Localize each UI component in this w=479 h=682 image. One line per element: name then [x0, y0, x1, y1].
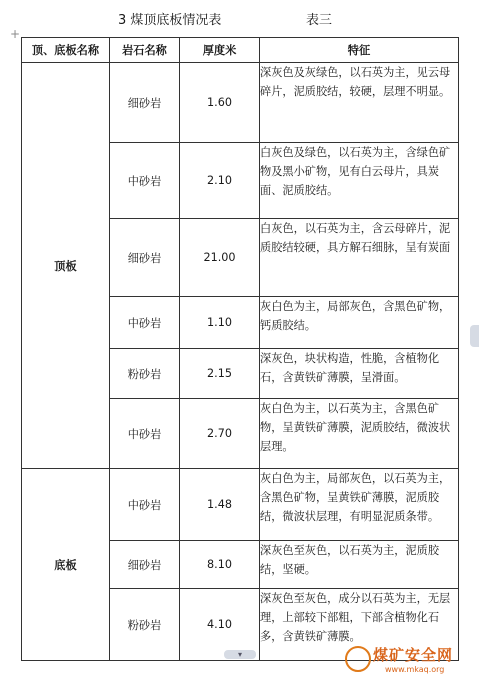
feature-cell: 深灰色至灰色，成分以石英为主，无层理，上部较下部粗，下部含植物化石多，含黄铁矿薄膜。	[260, 589, 459, 661]
feature-cell: 灰白色为主，以石英为主，含黑色矿物，呈黄铁矿薄膜，泥质胶结，微波状层理。	[260, 399, 459, 469]
thickness-cell: 4.10	[180, 589, 260, 661]
feature-cell: 深灰色及灰绿色，以石英为主，见云母碎片，泥质胶结，较硬，层理不明显。	[260, 63, 459, 143]
side-scroll-tab[interactable]	[470, 325, 479, 347]
watermark-url: www.mkaq.org	[385, 665, 445, 674]
group-label-floor: 底板	[22, 469, 110, 661]
rock-name-cell: 细砂岩	[110, 541, 180, 589]
thickness-cell: 1.48	[180, 469, 260, 541]
rock-name-cell: 中砂岩	[110, 297, 180, 349]
thickness-cell: 8.10	[180, 541, 260, 589]
site-watermark	[345, 644, 473, 678]
header-layer-name: 顶、底板名称	[22, 38, 110, 63]
roof-floor-table	[21, 37, 459, 661]
watermark-text: 煤矿安全网	[373, 646, 454, 664]
thickness-cell: 2.15	[180, 349, 260, 399]
table-title: 3 煤顶底板情况表	[118, 13, 222, 28]
table-row	[22, 63, 459, 143]
rock-name-cell: 中砂岩	[110, 143, 180, 219]
thickness-cell: 2.10	[180, 143, 260, 219]
thickness-cell: 21.00	[180, 219, 260, 297]
header-feature: 特征	[260, 38, 459, 63]
rock-name-cell: 粉砂岩	[110, 589, 180, 661]
feature-cell: 深灰色，块状构造，性脆，含植物化石，含黄铁矿薄膜，呈滑面。	[260, 349, 459, 399]
feature-cell: 灰白色为主，局部灰色，以石英为主，含黑色矿物，呈黄铁矿薄膜，泥质胶结，微波状层理，有明显泥质条带。	[260, 469, 459, 541]
page-corner-marker: +	[10, 27, 21, 41]
rock-name-cell: 细砂岩	[110, 219, 180, 297]
header-rock-name: 岩石名称	[110, 38, 180, 63]
feature-cell: 白灰色及绿色，以石英为主，含绿色矿物及黑小矿物，见有白云母片，具炭面、泥质胶结。	[260, 143, 459, 219]
feature-cell: 灰白色为主，局部灰色，含黑色矿物，钙质胶结。	[260, 297, 459, 349]
group-label-roof: 顶板	[22, 63, 110, 469]
rock-name-cell: 粉砂岩	[110, 349, 180, 399]
feature-cell: 白灰色，以石英为主，含云母碎片，泥质胶结较硬，具方解石细脉，呈有炭面	[260, 219, 459, 297]
rock-name-cell: 中砂岩	[110, 399, 180, 469]
thickness-cell: 1.60	[180, 63, 260, 143]
table-header-row	[22, 38, 459, 63]
rock-name-cell: 细砂岩	[110, 63, 180, 143]
table-row	[22, 469, 459, 541]
thickness-cell: 2.70	[180, 399, 260, 469]
chevron-down-icon: ▾	[237, 650, 242, 659]
watermark-logo-icon	[345, 646, 371, 672]
feature-cell: 深灰色至灰色，以石英为主，泥质胶结，坚硬。	[260, 541, 459, 589]
page-nav-handle[interactable]	[224, 650, 256, 659]
thickness-cell: 1.10	[180, 297, 260, 349]
rock-name-cell: 中砂岩	[110, 469, 180, 541]
header-thickness: 厚度米	[180, 38, 260, 63]
table-number: 表三	[306, 13, 333, 28]
